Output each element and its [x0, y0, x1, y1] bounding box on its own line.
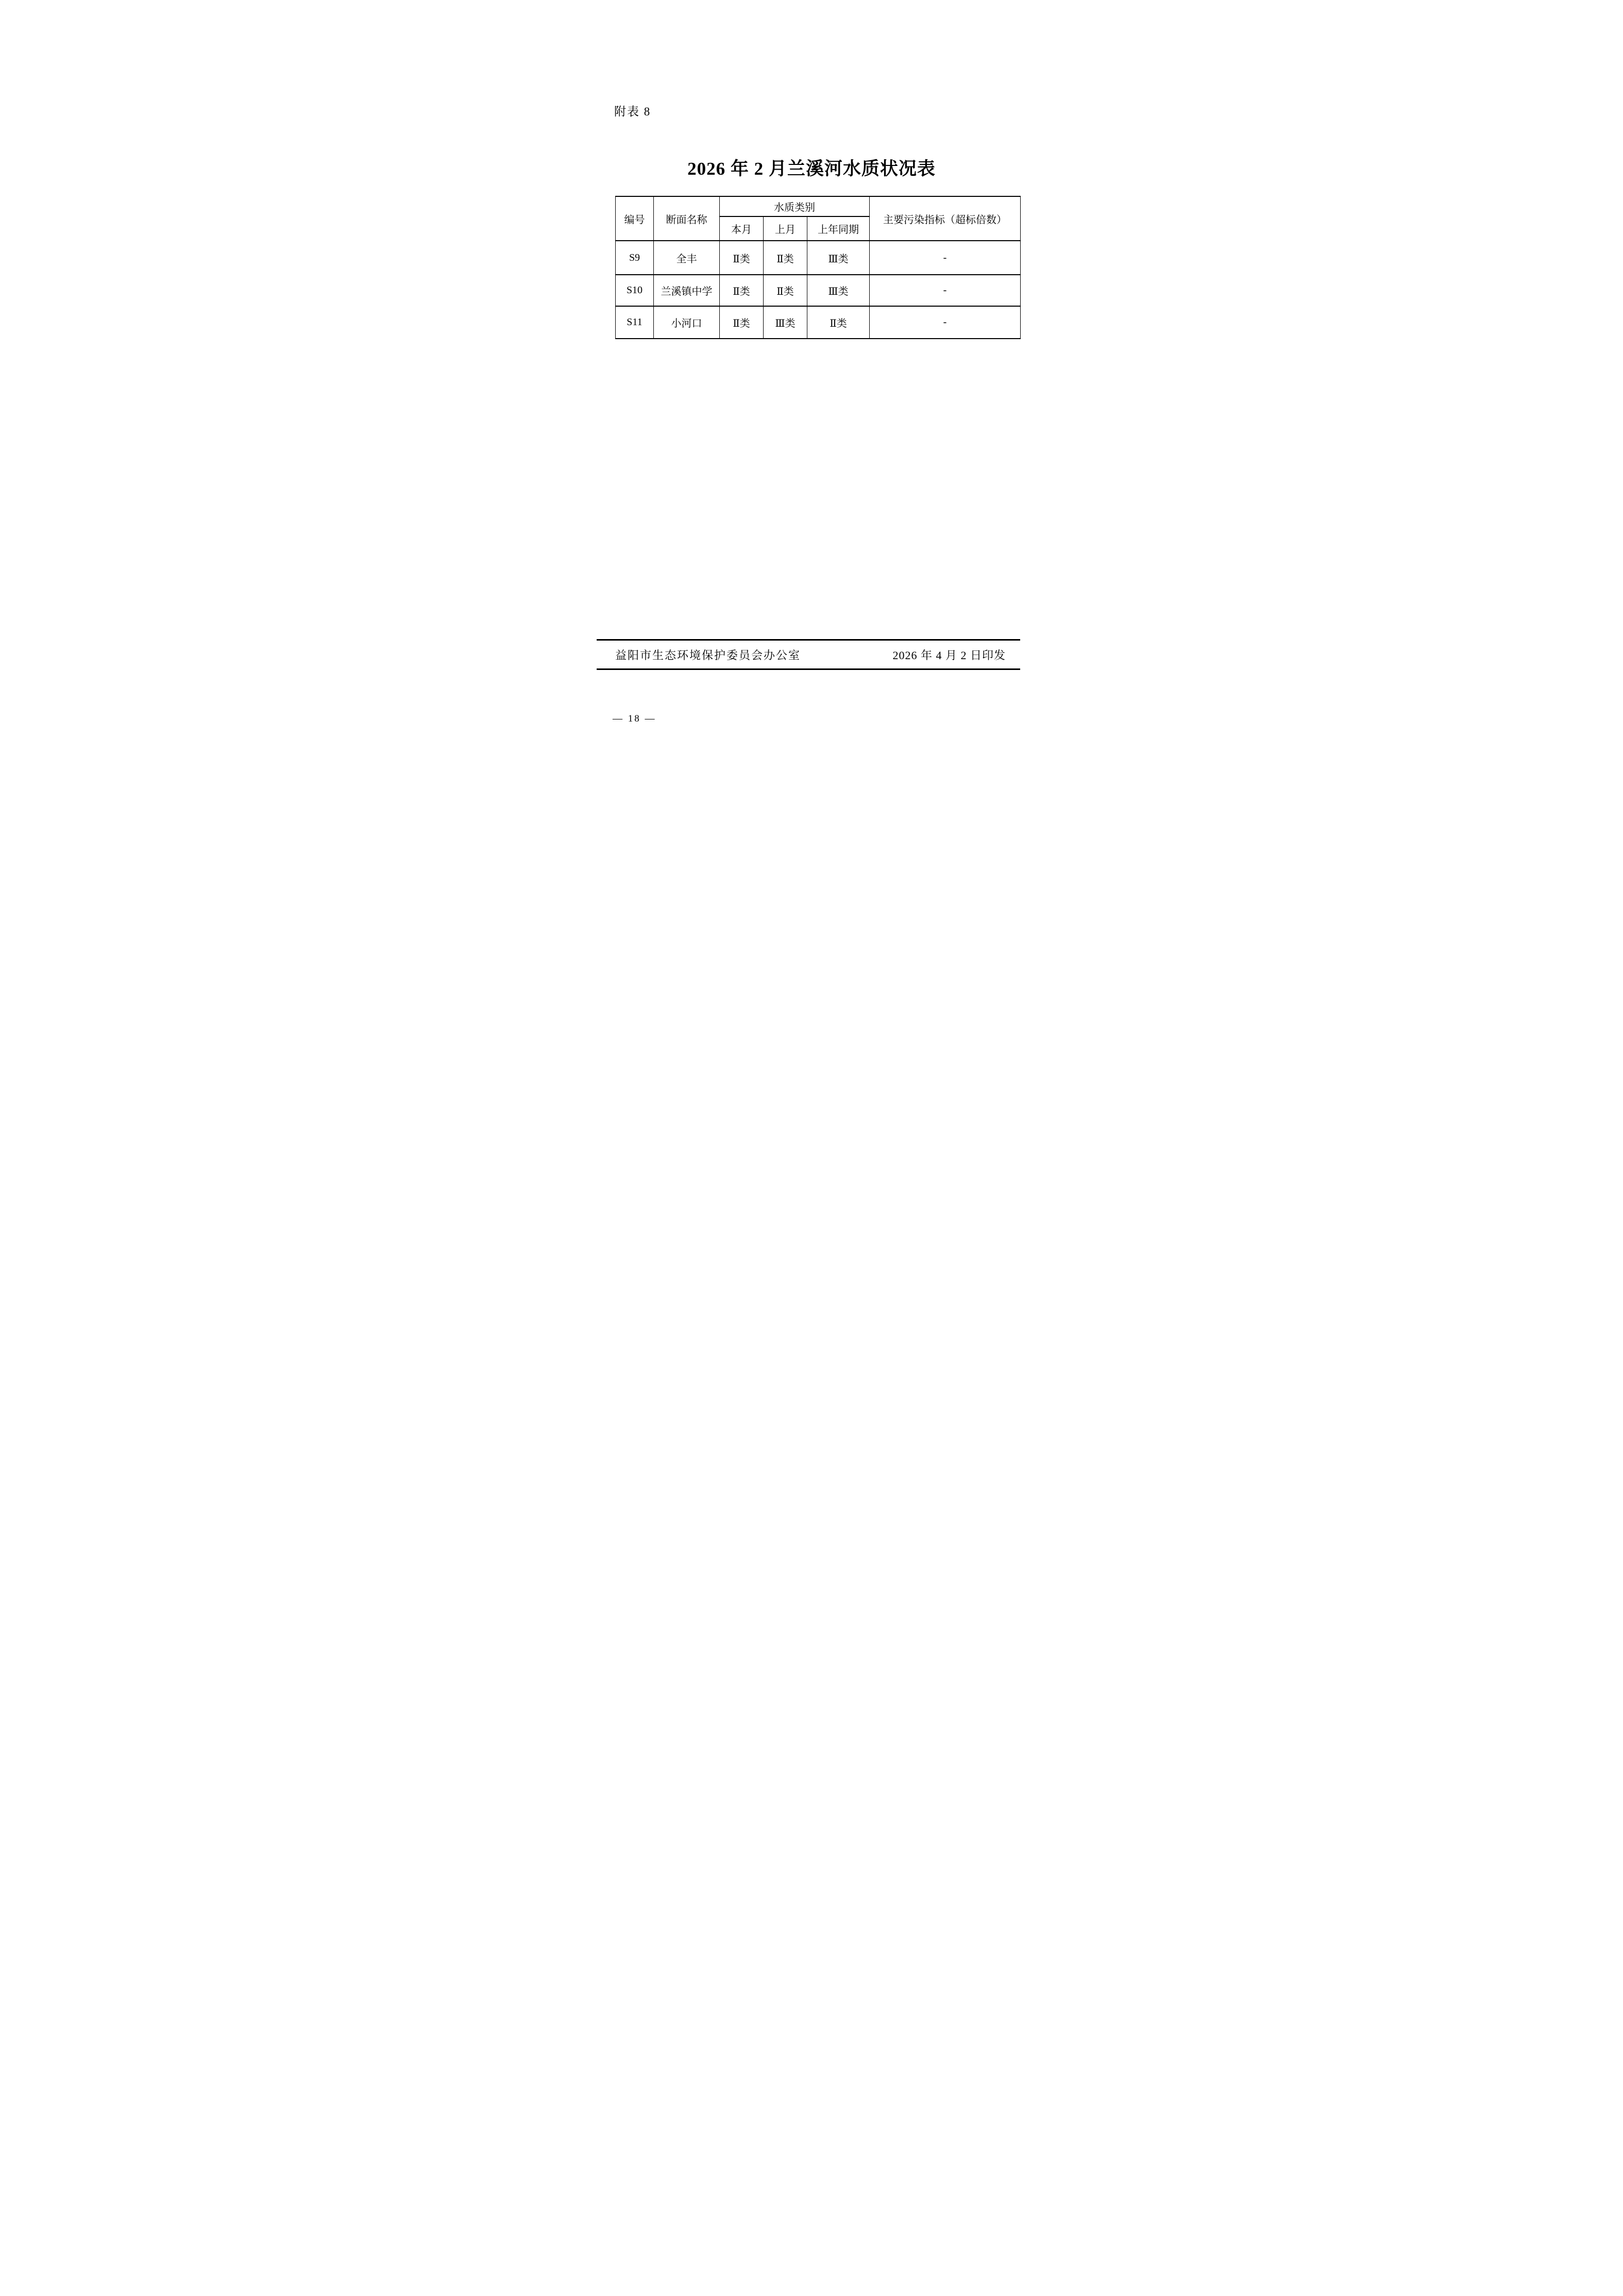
header-cell-same-period: 上年同期 — [807, 216, 870, 241]
table-row — [616, 241, 1021, 275]
cell-same-period: Ⅲ类 — [807, 275, 870, 306]
header-cell-main-pollution-indicator: 主要污染指标（超标倍数） — [870, 196, 1021, 241]
header-cell-quality-group: 水质类别 — [720, 196, 870, 216]
table-row — [616, 275, 1021, 306]
appendix-label: 附表 8 — [614, 105, 651, 118]
cell-this-month: Ⅱ类 — [720, 275, 764, 306]
cell-this-month: Ⅱ类 — [720, 306, 764, 339]
cell-id: S10 — [616, 275, 654, 306]
table-header-row-1 — [616, 196, 1021, 216]
header-cell-id: 编号 — [616, 196, 654, 241]
cell-id: S11 — [616, 306, 654, 339]
page-title: 2026 年 2 月兰溪河水质状况表 — [687, 159, 936, 179]
cell-section: 全丰 — [654, 241, 720, 275]
header-cell-this-month: 本月 — [720, 216, 764, 241]
footer-print-date: 2026 年 4 月 2 日印发 — [892, 648, 1006, 662]
cell-indicator: - — [870, 241, 1021, 275]
cell-section: 兰溪镇中学 — [654, 275, 720, 306]
water-quality-table — [615, 196, 1021, 339]
footer-imprint-line — [597, 641, 1020, 668]
table-row — [616, 306, 1021, 339]
header-cell-last-month: 上月 — [764, 216, 807, 241]
cell-indicator: - — [870, 306, 1021, 339]
cell-last-month: Ⅱ类 — [764, 241, 807, 275]
cell-last-month: Ⅱ类 — [764, 275, 807, 306]
page-number: — 18 — — [613, 713, 656, 724]
cell-indicator: - — [870, 275, 1021, 306]
footer-bottom-rule — [597, 668, 1020, 670]
cell-section: 小河口 — [654, 306, 720, 339]
cell-this-month: Ⅱ类 — [720, 241, 764, 275]
cell-same-period: Ⅱ类 — [807, 306, 870, 339]
header-cell-section-name: 断面名称 — [654, 196, 720, 241]
cell-last-month: Ⅲ类 — [764, 306, 807, 339]
cell-id: S9 — [616, 241, 654, 275]
footer-issuer: 益阳市生态环境保护委员会办公室 — [615, 648, 801, 662]
cell-same-period: Ⅲ类 — [807, 241, 870, 275]
document-page — [541, 0, 1082, 765]
